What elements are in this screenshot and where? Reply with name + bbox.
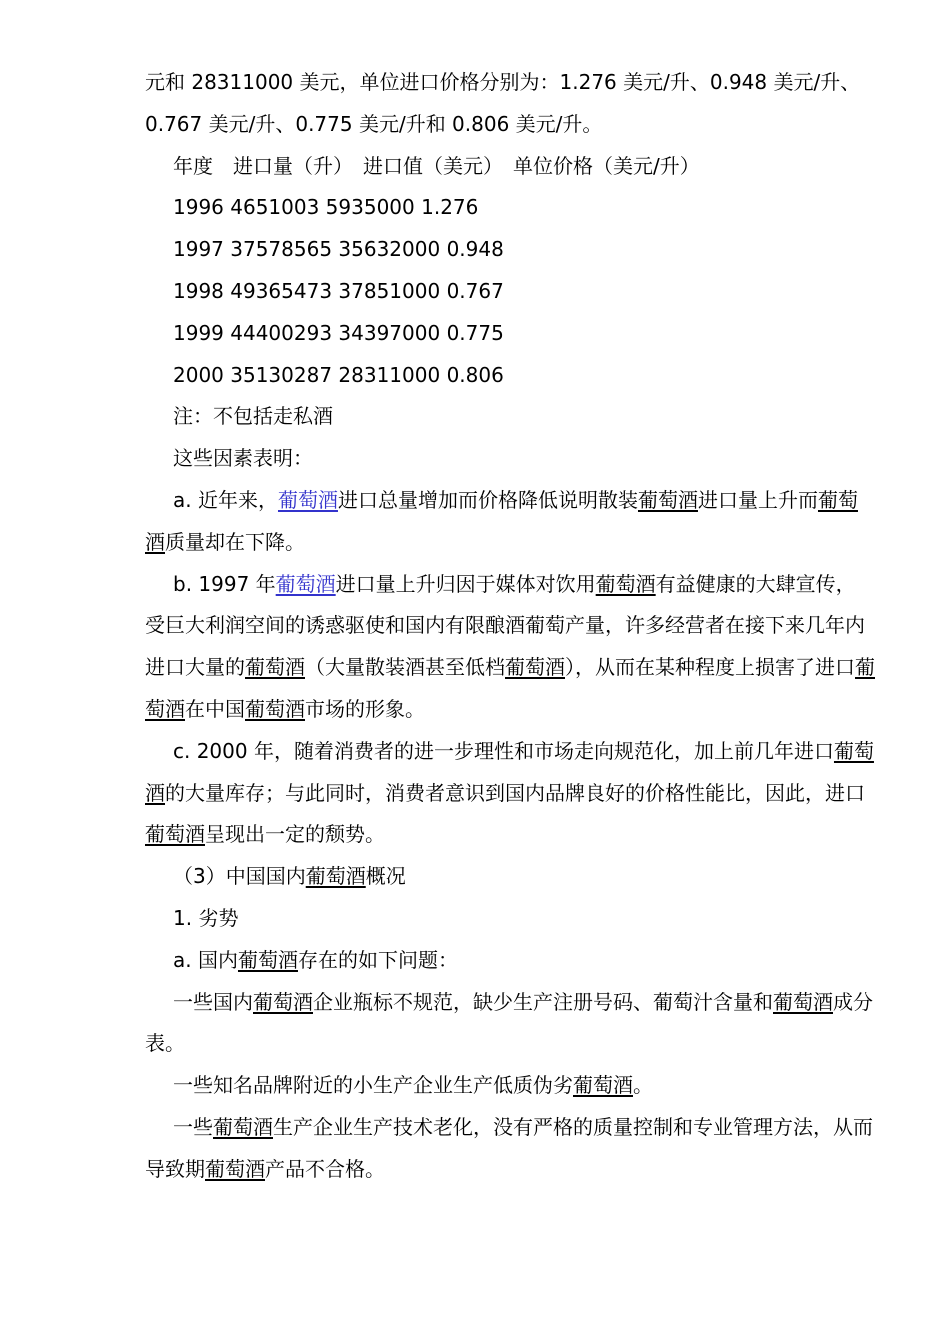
- text-run: 1997 37578565 35632000 0.948: [173, 237, 504, 262]
- text-run: 生产企业生产技术老化，没有严格的质量控制和专业管理方法，从而导致期: [145, 1114, 873, 1181]
- text-run: （大量散装酒甚至低档: [305, 655, 505, 680]
- paragraph: [145, 313, 875, 355]
- underlined-term: 葡萄酒: [145, 655, 875, 721]
- text-run: 这些因素表明：: [173, 446, 313, 471]
- paragraph: [145, 438, 875, 480]
- paragraph: [145, 982, 875, 1066]
- text-run: 一些: [173, 1114, 213, 1139]
- paragraph: [145, 1065, 875, 1107]
- text-run: 有益健康的大肆宣传，受巨大利润空间的诱惑驱使和国内有限酿酒葡萄产量，许多经营者在接下来几年内进口大量的: [145, 571, 865, 680]
- text-run: 注：不包括走私酒: [173, 404, 333, 429]
- text-run: 进口总量增加而价格降低说明散装: [337, 487, 638, 512]
- wine-link[interactable]: 葡萄酒: [277, 487, 338, 512]
- text-run: 的大量库存；与此同时，消费者意识到国内品牌良好的价格性能比，因此，进口: [165, 780, 865, 805]
- underlined-term: 葡萄酒: [773, 989, 833, 1014]
- underlined-term: 葡萄酒: [145, 738, 874, 805]
- text-run: 2000 35130287 28311000 0.806: [173, 362, 504, 387]
- paragraph: [145, 940, 875, 982]
- text-run: 在中国: [185, 696, 245, 721]
- underlined-term: 葡萄酒: [213, 1114, 273, 1139]
- paragraph: [145, 271, 875, 313]
- text-run: 1999 44400293 34397000 0.775: [173, 320, 504, 345]
- document-page: [145, 62, 875, 1191]
- text-run: 企业瓶标不规范，缺少生产注册号码、葡萄汁含量和: [313, 989, 773, 1014]
- underlined-term: 葡萄酒: [505, 655, 565, 680]
- text-run: 1996 4651003 5935000 1.276: [173, 195, 479, 220]
- text-run: 进口量上升而: [697, 487, 818, 512]
- underlined-term: 葡萄酒: [573, 1073, 633, 1098]
- paragraph: [145, 564, 875, 731]
- paragraph: [145, 1107, 875, 1191]
- underlined-term: 葡萄酒: [245, 696, 305, 721]
- underlined-term: 葡萄酒: [253, 989, 313, 1014]
- text-run: 1998 49365473 37851000 0.767: [173, 278, 504, 303]
- wine-link[interactable]: 葡萄酒: [275, 571, 336, 596]
- underlined-term: 葡萄酒: [145, 487, 858, 554]
- text-run: 年度 进口量（升） 进口值（美元） 单位价格（美元/升）: [173, 153, 700, 178]
- underlined-term: 葡萄酒: [595, 571, 656, 596]
- text-run: 概况: [365, 864, 406, 889]
- paragraph: [145, 731, 875, 856]
- text-run: 。: [633, 1073, 653, 1098]
- text-run: 呈现出一定的颓势。: [205, 822, 385, 847]
- paragraph: [145, 856, 875, 898]
- text-run: 市场的形象。: [305, 696, 425, 721]
- text-run: 成分表。: [145, 989, 873, 1056]
- paragraph: [145, 187, 875, 229]
- paragraph: [145, 229, 875, 271]
- text-run: 质量却在下降。: [165, 529, 305, 554]
- underlined-term: 葡萄酒: [205, 1156, 265, 1181]
- text-run: a. 近年来，: [173, 487, 278, 512]
- text-run: 元和 28311000 美元，单位进口价格分别为：1.276 美元/升、0.948 美元/升、0.767 美元/升、0.775 美元/升和 0.806 美元/升。: [145, 70, 861, 136]
- underlined-term: 葡萄酒: [305, 864, 366, 889]
- text-run: 存在的如下问题：: [297, 947, 458, 972]
- paragraph: [145, 898, 875, 940]
- text-run: 产品不合格。: [265, 1156, 385, 1181]
- text-run: 一些国内: [173, 989, 253, 1014]
- text-run: c. 2000 年，随着消费者的进一步理性和市场走向规范化，加上前几年进口: [173, 738, 834, 763]
- text-run: 进口量上升归因于媒体对饮用: [335, 571, 596, 596]
- underlined-term: 葡萄酒: [237, 947, 298, 972]
- text-run: （3）中国国内: [173, 864, 306, 889]
- text-run: 一些知名品牌附近的小生产企业生产低质伪劣: [173, 1073, 573, 1098]
- underlined-term: 葡萄酒: [245, 655, 305, 680]
- text-run: b. 1997 年: [173, 571, 276, 596]
- text-run: 1. 劣势: [173, 905, 239, 930]
- underlined-term: 葡萄酒: [637, 487, 698, 512]
- paragraph: [145, 146, 875, 188]
- paragraph: [145, 480, 875, 564]
- text-run: a. 国内: [173, 947, 238, 972]
- paragraph: [145, 396, 875, 438]
- text-run: ），从而在某种程度上损害了进口: [565, 655, 855, 680]
- underlined-term: 葡萄酒: [145, 822, 205, 847]
- paragraph: [145, 62, 875, 146]
- paragraph: [145, 355, 875, 397]
